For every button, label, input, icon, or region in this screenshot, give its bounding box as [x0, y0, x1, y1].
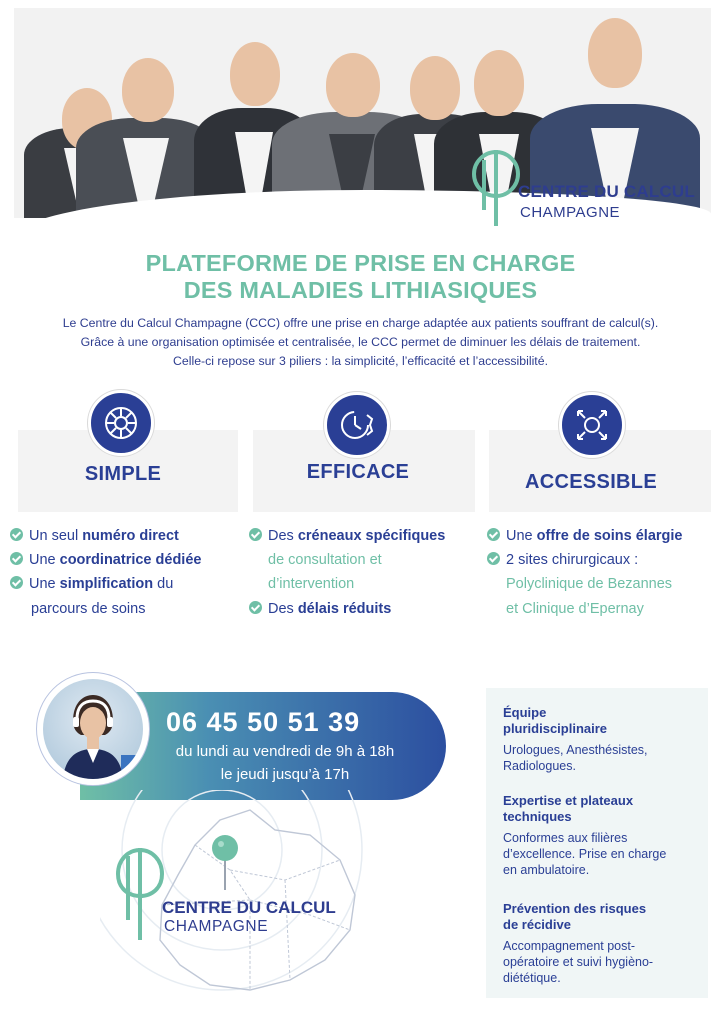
receptionist-headset-icon	[43, 679, 143, 779]
info-3-text-line2: opératoire et suivi hygièno-	[503, 955, 654, 969]
check-icon	[487, 528, 500, 541]
feature-simple-3-continuation: parcours de soins	[31, 601, 146, 617]
ccc-logo-icon	[466, 140, 526, 230]
check-icon	[487, 552, 500, 565]
feature-efficace-1: Des créneaux spécifiques	[249, 524, 445, 549]
info-2-text-line2: d’excellence. Prise en charge	[503, 847, 667, 861]
page-title-line2: DES MALADIES LITHIASIQUES	[183, 277, 538, 303]
feature-efficace-1-continuation-2: d’intervention	[268, 576, 355, 592]
pillar-simple-label: SIMPLE	[84, 463, 162, 485]
intro-line3: Celle-ci repose sur 3 piliers : la simplicité, l’efficacité et l’accessibilité.	[173, 354, 548, 368]
info-3-heading-line2: de récidive	[503, 917, 571, 932]
clock-gear-icon	[324, 392, 390, 458]
ccc-logo-bottom-icon	[118, 848, 162, 940]
info-3-heading-line1: Prévention des risques	[503, 901, 647, 916]
info-1-text-line1: Urologues, Anesthésistes,	[503, 743, 648, 757]
hours-line1: du lundi au vendredi de 9h à 18h	[175, 743, 395, 760]
phone-number[interactable]: 06 45 50 51 39	[166, 707, 361, 737]
check-icon	[249, 528, 262, 541]
check-icon	[249, 601, 262, 614]
logo-top-line2: CHAMPAGNE	[520, 204, 621, 221]
info-3-text-line1: Accompagnement post-	[503, 939, 636, 953]
pillar-accessible-label: ACCESSIBLE	[525, 471, 657, 493]
logo-top-line1: CENTRE DU CALCUL	[518, 182, 695, 201]
info-3-text-line3: diététique.	[503, 971, 561, 985]
pillar-efficace-label: EFFICACE	[306, 461, 410, 483]
info-1-heading-line1: Équipe	[503, 705, 547, 720]
intro-line1: Le Centre du Calcul Champagne (CCC) offre une prise en charge adaptée aux patients souffrant de calcul(s).	[62, 316, 659, 330]
feature-simple-1: Un seul numéro direct	[10, 524, 179, 549]
feature-accessible-2-continuation-1: Polyclinique de Bezannes	[506, 576, 673, 592]
logo-bottom-line1: CENTRE DU CALCUL	[162, 898, 336, 917]
page-title-line1: PLATEFORME DE PRISE EN CHARGE	[145, 250, 576, 276]
receptionist-avatar	[43, 679, 143, 779]
info-2-text-line3: en ambulatoire.	[503, 863, 590, 877]
expand-arrows-icon	[559, 392, 625, 458]
check-icon	[10, 552, 23, 565]
hub-network-icon	[88, 390, 154, 456]
feature-accessible-2-continuation-2: et Clinique d’Epernay	[506, 601, 644, 617]
info-1-heading-line2: pluridisciplinaire	[503, 721, 608, 736]
feature-simple-3: Une simplification du	[10, 572, 173, 597]
feature-simple-2: Une coordinatrice dédiée	[10, 548, 201, 573]
hours-line2: le jeudi jusqu’à 17h	[220, 766, 350, 783]
feature-efficace-1-continuation-1: de consultation et	[268, 552, 382, 568]
logo-top	[466, 140, 706, 230]
check-icon	[10, 528, 23, 541]
map-pin-icon	[212, 835, 238, 890]
info-2-heading-line1: Expertise et plateaux	[503, 793, 634, 808]
feature-accessible-1: Une offre de soins élargie	[487, 524, 683, 549]
info-2-heading-line2: techniques	[503, 809, 572, 824]
info-1-text-line2: Radiologues.	[503, 759, 576, 773]
feature-efficace-2: Des délais réduits	[249, 597, 391, 622]
feature-accessible-2: 2 sites chirurgicaux :	[487, 548, 638, 573]
info-2-text-line1: Conformes aux filières	[503, 831, 628, 845]
check-icon	[10, 576, 23, 589]
intro-line2: Grâce à une organisation optimisée et centralisée, le CCC permet de diminuer les délais de traitement.	[80, 335, 641, 349]
logo-bottom-line2: CHAMPAGNE	[164, 918, 269, 935]
